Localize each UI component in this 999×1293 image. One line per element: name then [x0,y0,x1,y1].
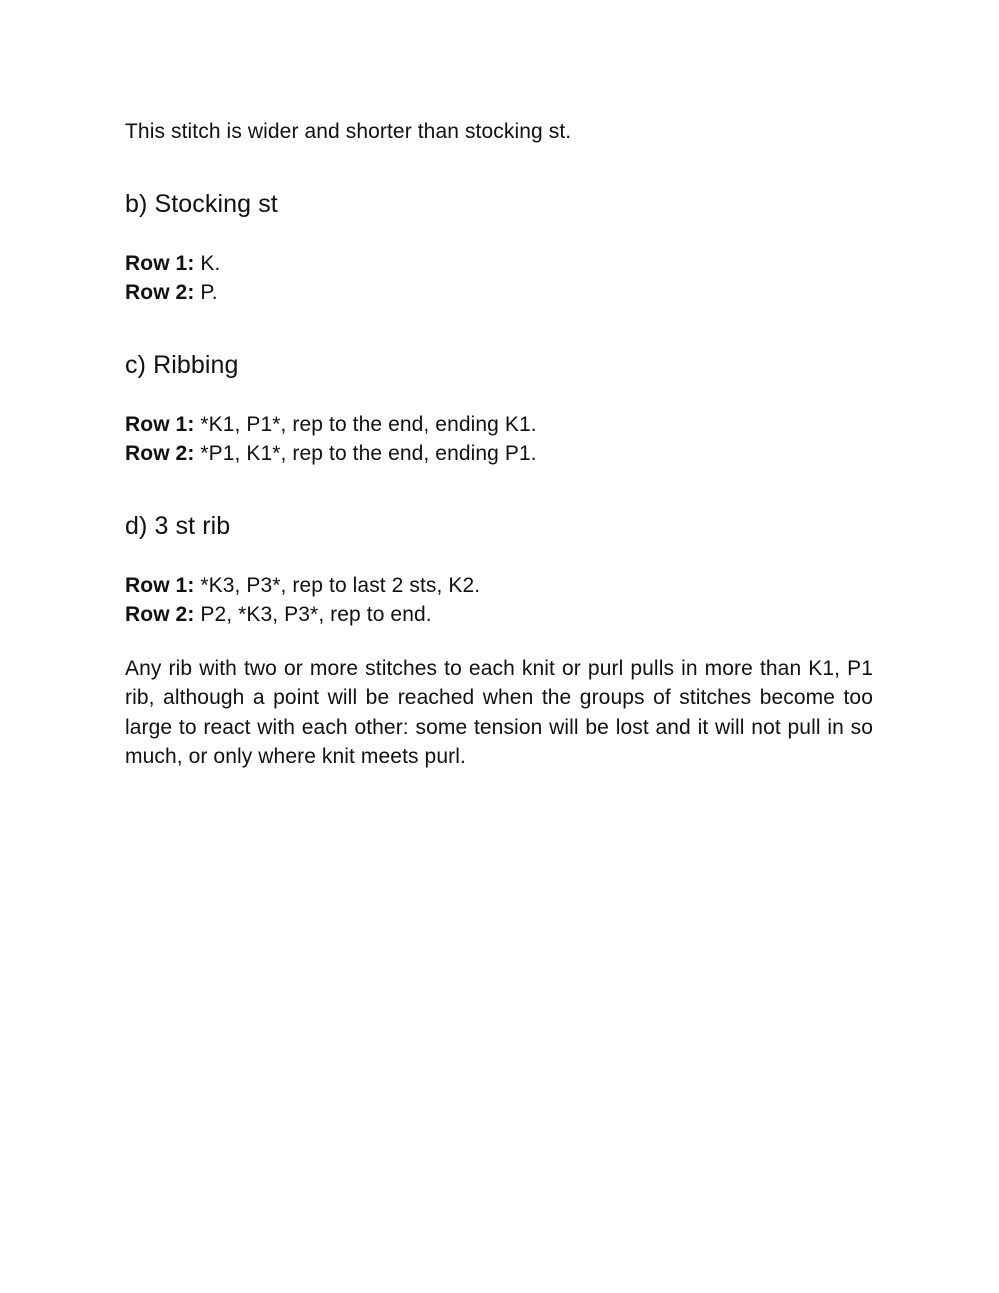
row-text: K. [194,251,221,275]
row-label: Row 2: [125,442,195,465]
row-label: Row 1: [125,412,195,436]
row-text: P2, *K3, P3*, rep to end. [194,603,432,626]
instruction-rows-ribbing [125,410,873,469]
instruction-row [125,571,873,601]
row-text: *K3, P3*, rep to last 2 sts, K2. [194,573,481,597]
section-heading-3-st-rib: d) 3 st rib [125,511,231,540]
row-text: P. [194,281,218,304]
intro-sentence: This stitch is wider and shorter than stocking st. [125,120,572,143]
section-heading-ribbing: c) Ribbing [125,350,239,379]
row-text: *P1, K1*, rep to the end, ending P1. [194,442,537,465]
row-label: Row 1: [125,251,195,275]
instruction-row [125,600,873,630]
instruction-rows-stocking-st [125,249,873,308]
instruction-row [125,439,873,469]
instruction-row [125,278,873,308]
instruction-rows-3-st-rib [125,571,873,630]
row-label: Row 2: [125,281,195,304]
row-label: Row 1: [125,573,195,597]
section-heading-stocking-st: b) Stocking st [125,189,278,218]
row-text: *K1, P1*, rep to the end, ending K1. [194,412,537,436]
instruction-row [125,249,873,279]
closing-paragraph: Any rib with two or more stitches to each knit or purl pulls in more than K1, P1 rib, although a point will be reached when the groups of stitches become too large to react with each other: some tension will be lost and it will not pull in so much, or only where knit meets purl. [125,656,873,768]
row-label: Row 2: [125,603,195,626]
instruction-row [125,410,873,440]
